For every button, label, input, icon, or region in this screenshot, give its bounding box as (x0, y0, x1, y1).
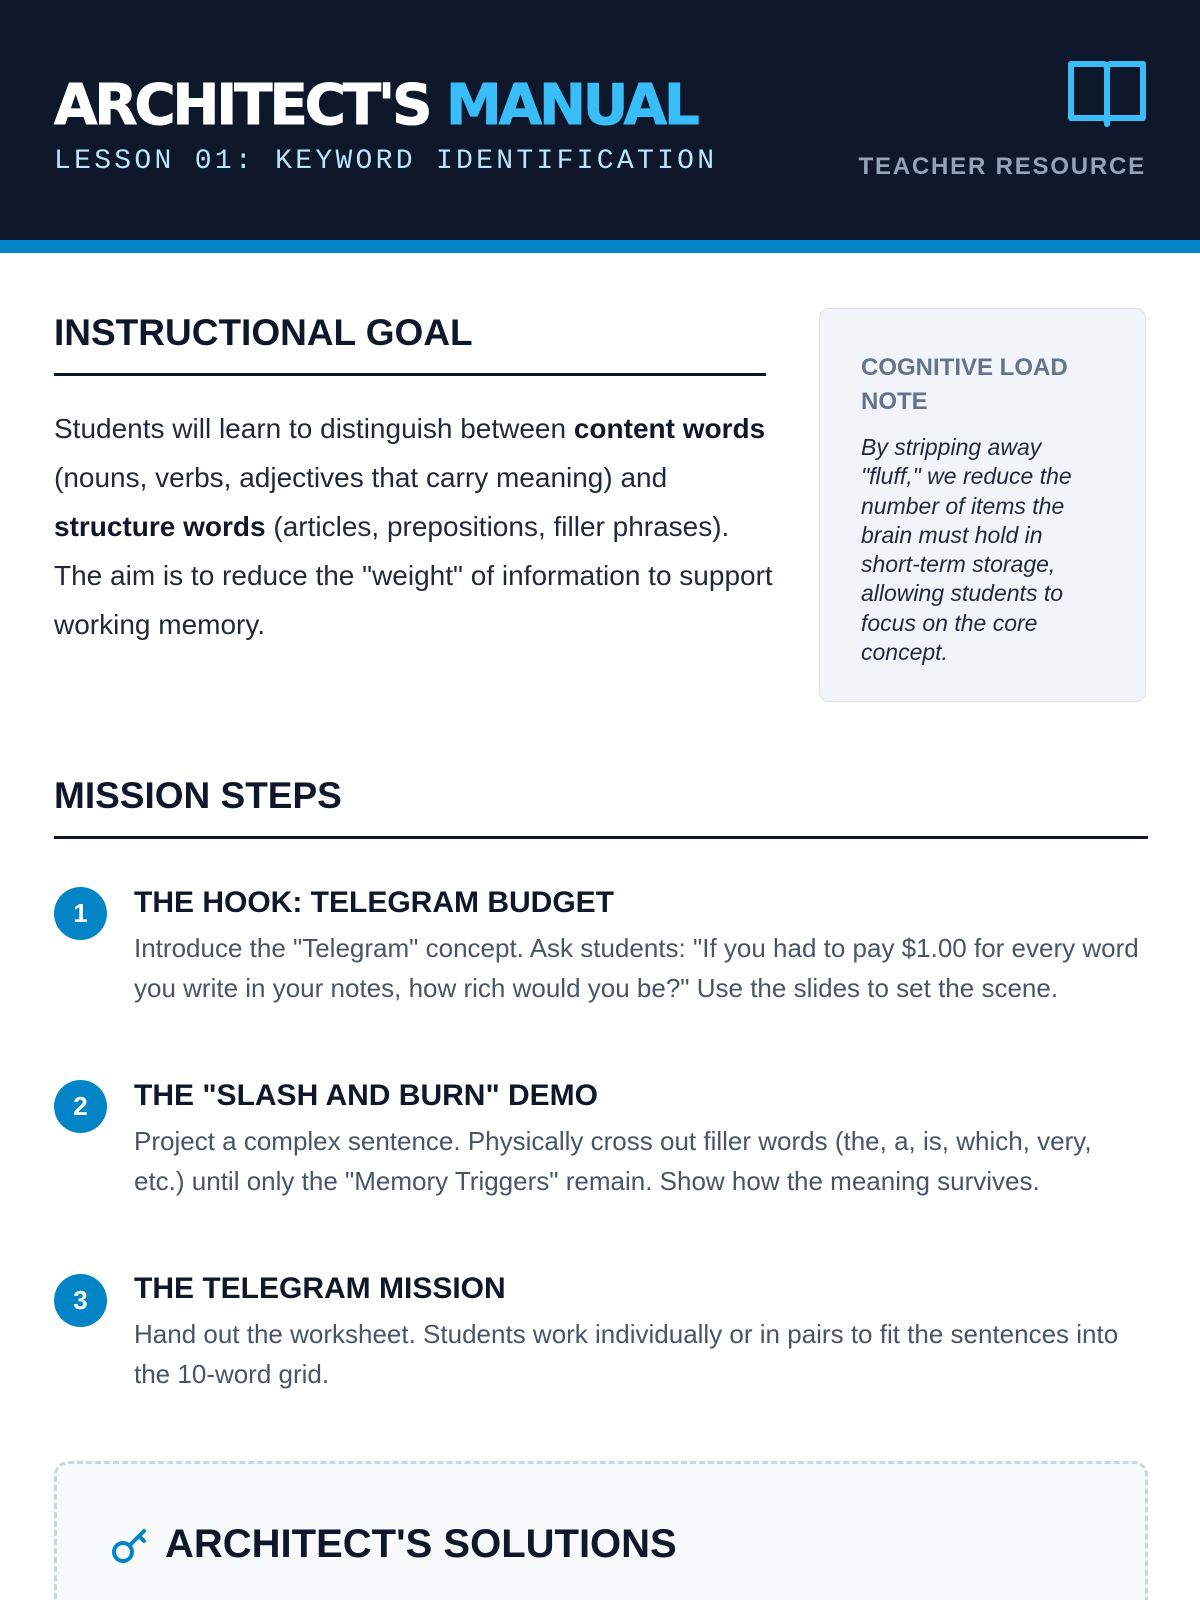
note-title: COGNITIVE LOAD NOTE (861, 354, 1068, 415)
steps-divider (54, 836, 1148, 839)
teacher-resource-label: TEACHER RESOURCE (858, 153, 1146, 180)
solutions-heading: ARCHITECT'S SOLUTIONS (165, 1522, 677, 1566)
title-part-1: ARCHITECT'S (54, 73, 430, 138)
step-title: THE HOOK: TELEGRAM BUDGET (134, 886, 614, 919)
step-title: THE "SLASH AND BURN" DEMO (134, 1079, 599, 1112)
goal-bold-content-words: content words (573, 413, 766, 444)
step-description: Introduce the "Telegram" concept. Ask students: "If you had to pay $1.00 for every word you write in your notes, how rich would you be?" Use the slides to set the scene. (134, 933, 1139, 1003)
cognitive-load-note (819, 308, 1146, 702)
note-text: By stripping away "fluff," we reduce the number of items the brain must hold in short-term storage, allowing students to focus on the core concept. (861, 434, 1072, 666)
goal-text-2: (nouns, verbs, adjectives that carry meaning) and (54, 462, 668, 493)
step-number-badge: 1 (54, 887, 107, 940)
goal-divider (54, 373, 766, 376)
key-icon (110, 1525, 150, 1565)
step-title: THE TELEGRAM MISSION (134, 1272, 506, 1305)
book-open-icon (1068, 58, 1146, 130)
lesson-subtitle: LESSON 01: KEYWORD IDENTIFICATION (54, 146, 718, 177)
step-number-badge: 2 (54, 1080, 107, 1133)
step-number-badge: 3 (54, 1274, 107, 1327)
goal-text-1: Students will learn to distinguish between (54, 413, 574, 444)
page-header (0, 0, 1200, 253)
goal-text-3: (articles, prepositions, filler phrases). The aim is to reduce the "weight" of information to support working memory. (54, 511, 773, 640)
step-description: Hand out the worksheet. Students work individually or in pairs to fit the sentences into the 10-word grid. (134, 1319, 1119, 1389)
goal-paragraph (54, 404, 774, 649)
goal-bold-structure-words: structure words (54, 511, 266, 542)
mission-steps-heading: MISSION STEPS (54, 775, 342, 816)
document-title (54, 72, 697, 140)
step-description: Project a complex sentence. Physically cross out filler words (the, a, is, which, very, etc.) until only the "Memory Triggers" remain. Show how the meaning survives. (134, 1126, 1092, 1196)
title-part-2: MANUAL (446, 73, 697, 138)
instructional-goal-heading: INSTRUCTIONAL GOAL (54, 312, 473, 353)
